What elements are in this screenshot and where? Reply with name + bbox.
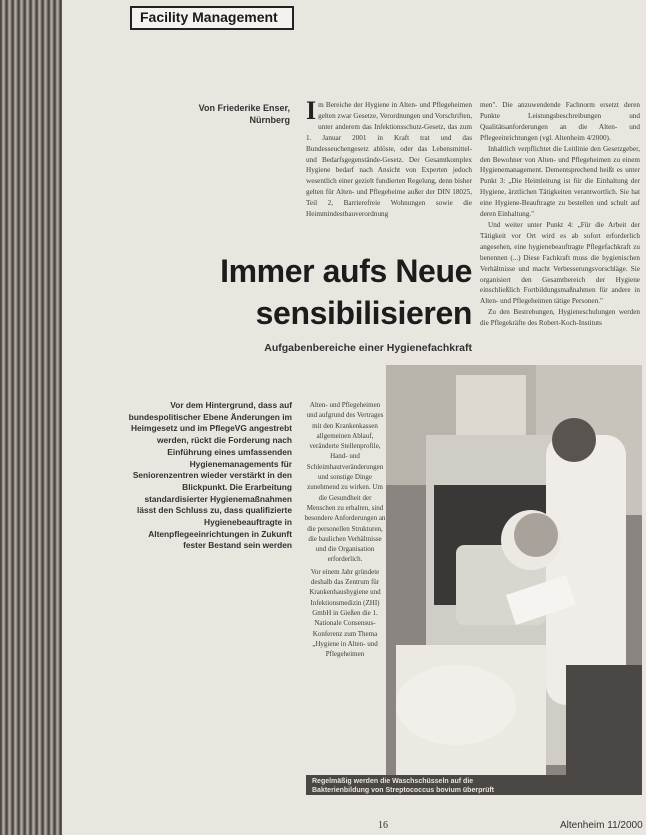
author-city: Nürnberg xyxy=(249,115,290,125)
page-number: 16 xyxy=(378,820,388,831)
author-byline xyxy=(160,102,290,126)
journal-issue: Altenheim 11/2000 xyxy=(560,820,643,831)
body-column-3-p2: Vor einem Jahr gründete deshalb das Zentrum für Krankenhaushygiene und Infektionsmedizin (ZHI) GmbH in Gießen die 1. Nationale Consensus-Konferenz zum Thema „Hygiene in Alten- und Pflegeheimen xyxy=(309,567,381,659)
body-column-2-p2: Inhaltlich verpflichtet die Leitlinie den Gesetzgeber, den Bewohner von Alten- und Pflegeheimen zu einem Hygienemanagement. Dementsprechend heißt es unter Punkt 3: „Die Heimleitung ist für die Einhaltung der Hygiene, ärztlichen Tätigkeiten verantwortlich. Sie hat eine Hygiene-Beauftragte zu bestellen und schult auf deren Einhaltung." xyxy=(480,144,640,219)
lead-paragraph: Vor dem Hintergrund, dass auf bundespolitischer Ebene Änderungen im Heimgesetz und im PflegeVG angestrebt werden, rückt die Forderung nach Einführung eines umfassenden Hygienemanagements für Seniorenzentren wieder verstärkt in den Blickpunkt. Die Erarbeitung standardisierter Hygienemaßnahmen lässt den Schluss zu, dass qualifizierte Hygienebeauftragte in Altenpflegeeinrichtungen in Zukunft fester Bestand sein werden xyxy=(128,400,292,551)
section-label: Facility Management xyxy=(140,9,278,25)
caption-line-2: Bakterienbildung von Streptococcus bovium überprüft xyxy=(312,787,495,794)
article-subtitle: Aufgabenbereiche einer Hygienefachkraft xyxy=(264,342,472,354)
title-line-1: Immer aufs Neue xyxy=(220,253,472,289)
article-title xyxy=(160,250,472,334)
author-name: Von Friederike Enser, xyxy=(198,103,290,113)
section-header xyxy=(130,6,294,30)
caption-line-1: Regelmäßig werden die Waschschüsseln auf die xyxy=(312,778,474,785)
title-line-2: sensibilisieren xyxy=(255,295,472,331)
photo-nurse-washing-machine xyxy=(306,365,642,775)
body-column-2 xyxy=(480,100,640,386)
photo-caption xyxy=(306,775,642,795)
drop-cap: I xyxy=(306,100,317,125)
body-column-2-p3: Und weiter unter Punkt 4: „Für die Arbeit der Tätigkeit vor Ort wird es ab sofort erforderlich angesehen, eine hygienebeauftragte Pflegefachkraft zu benennen (...) Diese Fachkraft muss die hygienischen Verhältnisse und macht Verbesserungsvorschläge. Sie organisiert den Gesamtbereich der Hygiene einschließlich Fortbildungsmaßnahmen für andere in Alten- und Pflegeheimen tätige Personen." xyxy=(480,220,640,306)
body-column-1 xyxy=(306,100,472,250)
body-column-2-p1: men". Die anzuwendende Fachnorm ersetzt deren Punkte Leistungsbeschreibungen und Qualitätsanforderungen an die Alten- und Pflegeeinrichtungen (vgl. Altenheim 4/2000). xyxy=(480,101,640,142)
body-column-3-p1: Alten- und Pflegeheimen und aufgrund des Vertrages mit den Krankenkassen allgemeinen Ablauf, veränderte Stellenprofile, Hand- und Schleimhautveränderungen und sonstige Dinge zunehmend zu wirken. Um die Gesundheit der Menschen zu erhalten, sind besondere Anforderungen an die personellen Strukturen, die baulichen Verhältnisse und die Organisation erforderlich. xyxy=(304,401,386,564)
body-column-1-text: m Bereiche der Hygiene in Alten- und Pflegeheimen gelten zwar Gesetze, Verordnungen und Vorschriften, unter anderem das Infektionsschutz-Gesetz, das zum 1. Januar 2001 in Kraft trat und das Bundesseuchengesetz ablöste, oder das Lebensmittel- und Bedarfsgegenstände-Gesetz. Der Gesamtkomplex Hygiene bedarf nach Ansicht von Experten jedoch wesentlich einer gezielt fundierten Regelung, denn bisher gelten für Alten- und Pflegeheime außer der DIN 18025, Teil 2, Barrierefreie Wohnungen sowie die Heimmindestbauverordnung xyxy=(306,101,472,219)
body-column-2-p4: Zu den Bestrebungen, Hygieneschulungen werden die Pflegekräfte des Robert-Koch-Instituts xyxy=(480,308,640,328)
